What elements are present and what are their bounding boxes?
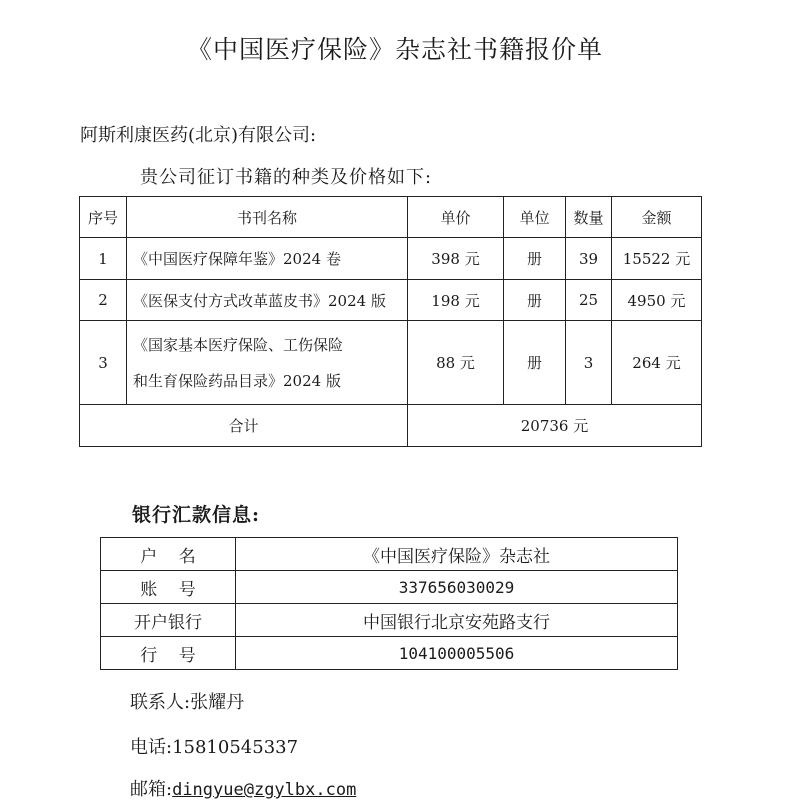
price-table-header-row xyxy=(80,197,702,238)
contact-phone xyxy=(130,733,298,759)
row-name: 《医保支付方式改革蓝皮书》2024 版 xyxy=(127,280,408,321)
recipient-company: 阿斯利康医药(北京)有限公司: xyxy=(80,125,317,146)
header-no: 序号 xyxy=(80,197,127,238)
bank-value: 337656030029 xyxy=(236,571,678,604)
row-unit: 册 xyxy=(504,238,566,280)
row-price: 398 元 xyxy=(408,238,504,280)
bank-row xyxy=(101,571,678,604)
row-no: 3 xyxy=(80,321,127,405)
bank-row xyxy=(101,637,678,670)
bank-label: 开户银行 xyxy=(101,604,236,637)
bank-value: 104100005506 xyxy=(236,637,678,670)
document-title: 《中国医疗保险》杂志社书籍报价单 xyxy=(186,35,603,64)
row-name-line1: 《国家基本医疗保险、工伤保险 xyxy=(133,335,344,354)
bank-label: 户 名 xyxy=(101,538,236,571)
header-amount: 金额 xyxy=(612,197,702,238)
header-name: 书刊名称 xyxy=(127,197,408,238)
table-row xyxy=(80,321,702,405)
header-unit: 单位 xyxy=(504,197,566,238)
row-price: 198 元 xyxy=(408,280,504,321)
bank-section-title: 银行汇款信息: xyxy=(132,504,261,526)
row-amount: 15522 元 xyxy=(612,238,702,280)
contact-person-name: 张耀丹 xyxy=(190,692,245,713)
row-amount: 264 元 xyxy=(612,321,702,405)
total-label: 合计 xyxy=(80,405,408,447)
bank-label: 账 号 xyxy=(101,571,236,604)
bank-value: 《中国医疗保险》杂志社 xyxy=(236,538,678,571)
row-name xyxy=(127,321,408,405)
row-no: 2 xyxy=(80,280,127,321)
contact-person-label: 联系人: xyxy=(130,692,191,713)
contact-phone-label: 电话: xyxy=(130,737,173,758)
bank-info-table xyxy=(100,537,678,670)
header-qty: 数量 xyxy=(566,197,612,238)
row-qty: 39 xyxy=(566,238,612,280)
row-qty: 3 xyxy=(566,321,612,405)
contact-phone-number: 15810545337 xyxy=(172,737,299,758)
row-price: 88 元 xyxy=(408,321,504,405)
row-qty: 25 xyxy=(566,280,612,321)
contact-email xyxy=(130,775,356,801)
bank-value: 中国银行北京安苑路支行 xyxy=(236,604,678,637)
bank-row xyxy=(101,538,678,571)
bank-label: 行 号 xyxy=(101,637,236,670)
table-row xyxy=(80,238,702,280)
total-row xyxy=(80,405,702,447)
contact-person xyxy=(130,688,244,714)
email-link[interactable]: dingyue@zgylbx.com xyxy=(172,780,357,800)
total-value: 20736 元 xyxy=(408,405,702,447)
row-name-line2: 和生育保险药品目录》2024 版 xyxy=(133,371,341,390)
price-table xyxy=(79,196,702,447)
bank-row xyxy=(101,604,678,637)
row-unit: 册 xyxy=(504,280,566,321)
table-row xyxy=(80,280,702,321)
row-no: 1 xyxy=(80,238,127,280)
intro-text: 贵公司征订书籍的种类及价格如下: xyxy=(140,167,433,188)
row-amount: 4950 元 xyxy=(612,280,702,321)
contact-email-label: 邮箱: xyxy=(130,779,173,800)
header-price: 单价 xyxy=(408,197,504,238)
row-name: 《中国医疗保障年鉴》2024 卷 xyxy=(127,238,408,280)
row-unit: 册 xyxy=(504,321,566,405)
